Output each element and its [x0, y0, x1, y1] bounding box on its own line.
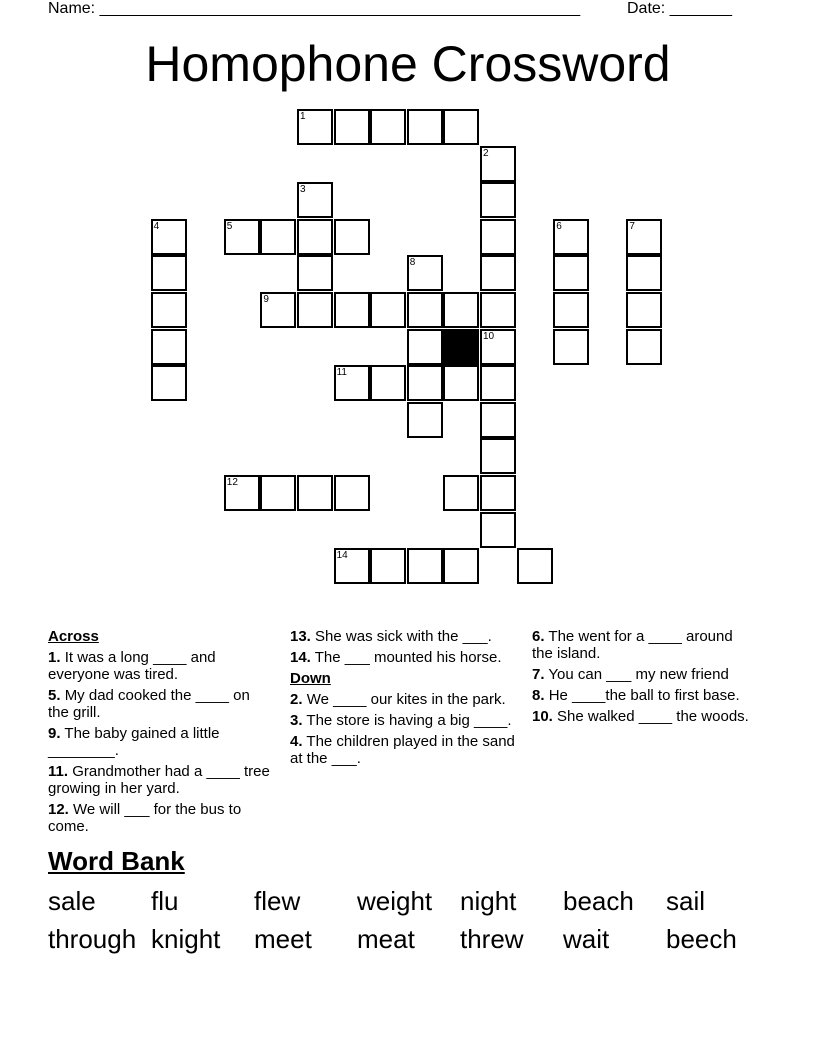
crossword-cell[interactable] — [480, 292, 516, 328]
crossword-cell[interactable] — [407, 292, 443, 328]
crossword-cell[interactable] — [297, 475, 333, 511]
word-bank-item: wait — [563, 924, 610, 954]
clues-column-3 — [532, 628, 757, 729]
crossword-cell[interactable] — [260, 219, 296, 255]
word-bank-item: sale — [48, 886, 96, 916]
clue-across-14: 14. The ___ mounted his horse. — [290, 649, 502, 666]
word-bank-item: meat — [357, 924, 415, 954]
crossword-cell[interactable] — [407, 548, 443, 584]
crossword-cell[interactable] — [334, 292, 370, 328]
crossword-cell[interactable] — [443, 475, 479, 511]
clue-number: 11 — [336, 367, 347, 379]
crossword-cell[interactable] — [443, 365, 479, 401]
crossword-cell[interactable] — [626, 292, 662, 328]
clue-across-1: 1. It was a long ____ and everyone was tired. — [48, 649, 216, 683]
crossword-cell[interactable] — [407, 255, 443, 291]
crossword-cell[interactable] — [370, 109, 406, 145]
crossword-cell[interactable] — [480, 402, 516, 438]
crossword-cell[interactable] — [407, 109, 443, 145]
word-bank-item: weight — [357, 886, 433, 916]
clue-number: 12 — [226, 477, 238, 488]
clue-across-9: 9. The baby gained a little ________. — [48, 725, 220, 759]
crossword-cell[interactable] — [626, 329, 662, 365]
crossword-cell[interactable] — [224, 219, 260, 255]
clue-number: 2 — [483, 147, 489, 159]
crossword-cell[interactable] — [480, 329, 516, 365]
clue-down-6: 6. The went for a ____ around the island. — [532, 628, 733, 662]
word-bank-item: flew — [254, 886, 301, 916]
date-field[interactable]: Date: _______ — [627, 0, 732, 17]
clue-number: 1 — [300, 111, 306, 122]
clue-number: 14 — [336, 550, 348, 562]
crossword-cell[interactable] — [443, 292, 479, 328]
name-field[interactable]: Name: ______________________________________________________ — [48, 0, 581, 17]
crossword-cell[interactable] — [260, 475, 296, 511]
crossword-cell[interactable] — [297, 182, 333, 218]
clue-across-13: 13. She was sick with the ___. — [290, 628, 492, 645]
crossword-cell[interactable] — [151, 219, 187, 255]
clue-number: 9 — [263, 294, 269, 305]
word-bank-item: through — [48, 924, 137, 954]
crossword-cell[interactable] — [151, 255, 187, 291]
crossword-cell[interactable] — [151, 292, 187, 328]
crossword-cell[interactable] — [407, 402, 443, 438]
crossword-cell[interactable] — [553, 219, 589, 255]
crossword-cell[interactable] — [480, 365, 516, 401]
word-bank-item: beech — [666, 924, 737, 954]
clue-down-4: 4. The children played in the sand at the ___. — [290, 733, 515, 767]
clue-across-12: 12. We will ___ for the bus to come. — [48, 801, 242, 835]
crossword-cell[interactable] — [297, 109, 333, 145]
crossword-cell[interactable] — [480, 475, 516, 511]
crossword-cell[interactable] — [334, 548, 370, 584]
clue-number: 10 — [483, 330, 495, 342]
clue-down-3: 3. The store is having a big ____. — [290, 712, 512, 729]
word-bank-item: meet — [254, 924, 312, 954]
crossword-cell[interactable] — [553, 329, 589, 365]
crossword-cell[interactable] — [297, 255, 333, 291]
crossword-cell[interactable] — [517, 548, 553, 584]
page-title: Homophone Crossword — [145, 36, 671, 92]
crossword-cell[interactable] — [443, 109, 479, 145]
across-heading: Across — [48, 628, 99, 645]
word-bank-item: sail — [666, 886, 706, 916]
clue-number: 7 — [629, 220, 635, 232]
clue-number: 3 — [300, 184, 306, 196]
crossword-cell[interactable] — [480, 146, 516, 182]
clue-down-8: 8. He ____the ball to first base. — [532, 687, 740, 704]
crossword-cell[interactable] — [334, 365, 370, 401]
word-bank-item: flu — [151, 886, 179, 916]
word-bank-title: Word Bank — [48, 846, 185, 876]
clues-column-1 — [48, 628, 273, 839]
word-bank-item: beach — [563, 886, 634, 916]
crossword-cell[interactable] — [407, 365, 443, 401]
clue-down-2: 2. We ____ our kites in the park. — [290, 691, 506, 708]
down-heading: Down — [290, 670, 331, 687]
crossword-cell[interactable] — [334, 475, 370, 511]
crossword-cell[interactable] — [480, 438, 516, 474]
crossword-cell[interactable] — [151, 329, 187, 365]
clues-column-2 — [290, 628, 515, 771]
crossword-cell[interactable] — [151, 365, 187, 401]
crossword-cell[interactable] — [407, 329, 443, 365]
clue-number: 4 — [153, 220, 160, 232]
crossword-cell[interactable] — [626, 255, 662, 291]
crossword-cell[interactable] — [260, 292, 296, 328]
crossword-cell[interactable] — [297, 219, 333, 255]
word-bank-item: threw — [460, 924, 524, 954]
crossword-cell[interactable] — [480, 512, 516, 548]
crossword-cell[interactable] — [370, 365, 406, 401]
crossword-cell[interactable] — [480, 255, 516, 291]
clue-number: 8 — [409, 257, 416, 269]
crossword-cell[interactable] — [297, 292, 333, 328]
crossword-cell[interactable] — [334, 219, 370, 255]
crossword-block — [443, 329, 479, 365]
crossword-cell[interactable] — [553, 292, 589, 328]
crossword-cell[interactable] — [480, 219, 516, 255]
crossword-cell[interactable] — [370, 292, 406, 328]
clue-across-5: 5. My dad cooked the ____ on the grill. — [48, 687, 250, 721]
crossword-cell[interactable] — [443, 548, 479, 584]
crossword-cell[interactable] — [626, 219, 662, 255]
clue-number: 6 — [556, 220, 562, 232]
crossword-cell[interactable] — [334, 109, 370, 145]
word-bank-item: knight — [151, 924, 221, 954]
crossword-cell[interactable] — [553, 255, 589, 291]
clue-number: 5 — [226, 220, 233, 232]
clue-down-7: 7. You can ___ my new friend — [532, 666, 729, 683]
crossword-cell[interactable] — [224, 475, 260, 511]
clue-across-11: 11. Grandmother had a ____ tree growing in her yard. — [48, 763, 270, 797]
word-bank-item: night — [460, 886, 517, 916]
crossword-cell[interactable] — [480, 182, 516, 218]
clue-down-10: 10. She walked ____ the woods. — [532, 708, 749, 725]
crossword-cell[interactable] — [370, 548, 406, 584]
